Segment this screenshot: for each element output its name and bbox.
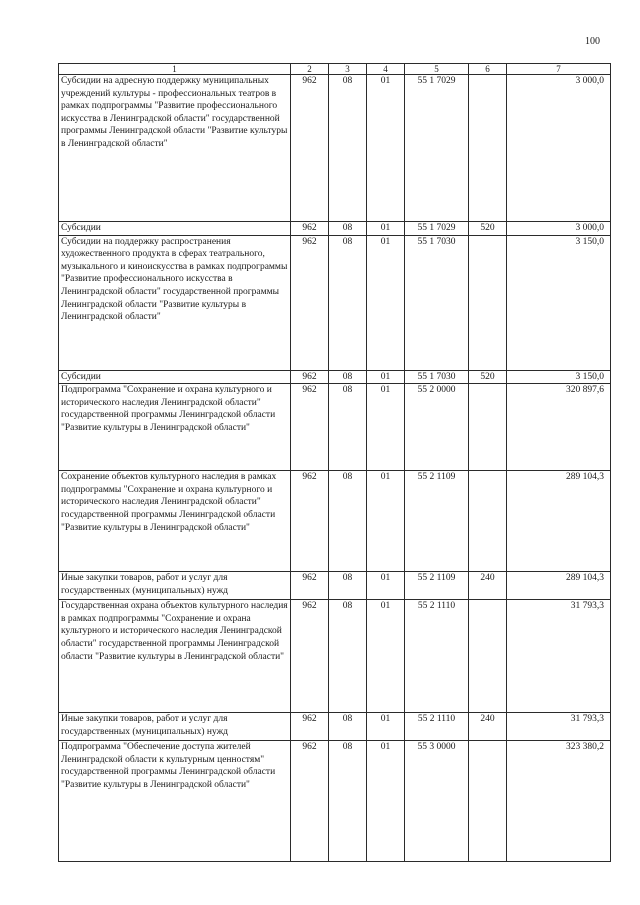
row-subsection: 01 <box>367 75 405 222</box>
row-subsection: 01 <box>367 222 405 236</box>
row-section: 08 <box>329 741 367 862</box>
table-row <box>59 235 611 370</box>
column-header: 1 <box>59 64 291 75</box>
row-grbs: 962 <box>291 75 329 222</box>
table-header-row <box>59 64 611 75</box>
row-section: 08 <box>329 384 367 471</box>
row-target-article: 55 2 1110 <box>405 713 469 741</box>
row-name: Иные закупки товаров, работ и услуг для государственных (муниципальных) нужд <box>59 713 291 741</box>
row-name: Субсидии на поддержку распространения художественного продукта в сферах театрального, музыкального и киноискусства в рамках подпрограммы "Развитие профессионального искусства в Ленинградской области" государственной программы Ленинградской области "Развитие культуры в Ленинградской области" <box>59 235 291 370</box>
table-row <box>59 600 611 713</box>
table-row <box>59 471 611 572</box>
table-row <box>59 741 611 862</box>
row-grbs: 962 <box>291 235 329 370</box>
row-expense-type: 520 <box>469 370 507 384</box>
row-expense-type <box>469 235 507 370</box>
table-row <box>59 75 611 222</box>
row-name: Субсидии на адресную поддержку муниципальных учреждений культуры - профессиональных театров в рамках подпрограммы "Развитие профессионального искусства в Ленинградской области" государственной программы Ленинградской области "Развитие культуры в Ленинградской области" <box>59 75 291 222</box>
row-amount: 289 104,3 <box>507 471 611 572</box>
row-subsection: 01 <box>367 384 405 471</box>
row-name: Иные закупки товаров, работ и услуг для государственных (муниципальных) нужд <box>59 572 291 600</box>
row-amount: 320 897,6 <box>507 384 611 471</box>
row-section: 08 <box>329 75 367 222</box>
row-name: Сохранение объектов культурного наследия в рамках подпрограммы "Сохранение и охрана культурного и исторического наследия Ленинградской области" государственной программы Ленинградской области "Развитие культуры в Ленинградской области" <box>59 471 291 572</box>
row-amount: 31 793,3 <box>507 600 611 713</box>
row-grbs: 962 <box>291 384 329 471</box>
row-target-article: 55 3 0000 <box>405 741 469 862</box>
budget-table <box>58 63 611 862</box>
row-expense-type <box>469 471 507 572</box>
row-target-article: 55 2 1109 <box>405 471 469 572</box>
row-target-article: 55 2 1110 <box>405 600 469 713</box>
row-name: Субсидии <box>59 370 291 384</box>
row-subsection: 01 <box>367 572 405 600</box>
column-header: 6 <box>469 64 507 75</box>
row-section: 08 <box>329 235 367 370</box>
row-subsection: 01 <box>367 235 405 370</box>
column-header: 4 <box>367 64 405 75</box>
row-amount: 31 793,3 <box>507 713 611 741</box>
row-expense-type: 240 <box>469 713 507 741</box>
page-number: 100 <box>585 36 600 47</box>
row-target-article: 55 1 7030 <box>405 370 469 384</box>
row-section: 08 <box>329 572 367 600</box>
row-expense-type <box>469 384 507 471</box>
row-amount: 3 000,0 <box>507 75 611 222</box>
row-expense-type <box>469 600 507 713</box>
row-grbs: 962 <box>291 572 329 600</box>
column-header: 3 <box>329 64 367 75</box>
row-subsection: 01 <box>367 741 405 862</box>
row-grbs: 962 <box>291 600 329 713</box>
row-expense-type <box>469 75 507 222</box>
row-subsection: 01 <box>367 471 405 572</box>
row-name: Субсидии <box>59 222 291 236</box>
table-row <box>59 384 611 471</box>
row-name: Подпрограмма "Обеспечение доступа жителей Ленинградской области к культурным ценностям" государственной программы Ленинградской области "Развитие культуры в Ленинградской области" <box>59 741 291 862</box>
row-amount: 289 104,3 <box>507 572 611 600</box>
row-target-article: 55 1 7030 <box>405 235 469 370</box>
row-subsection: 01 <box>367 600 405 713</box>
table-row <box>59 713 611 741</box>
row-section: 08 <box>329 222 367 236</box>
column-header: 5 <box>405 64 469 75</box>
table-row <box>59 572 611 600</box>
row-expense-type: 520 <box>469 222 507 236</box>
column-header: 2 <box>291 64 329 75</box>
row-target-article: 55 2 0000 <box>405 384 469 471</box>
row-name: Подпрограмма "Сохранение и охрана культурного и исторического наследия Ленинградской области" государственной программы Ленинградской области "Развитие культуры в Ленинградской области" <box>59 384 291 471</box>
row-grbs: 962 <box>291 713 329 741</box>
row-target-article: 55 1 7029 <box>405 75 469 222</box>
row-target-article: 55 1 7029 <box>405 222 469 236</box>
row-amount: 3 150,0 <box>507 235 611 370</box>
row-amount: 323 380,2 <box>507 741 611 862</box>
table-row <box>59 222 611 236</box>
row-amount: 3 150,0 <box>507 370 611 384</box>
row-name: Государственная охрана объектов культурного наследия в рамках подпрограммы "Сохранение и охрана культурного и исторического наследия Ленинградской области" государственной программы Ленинградской области "Развитие культуры в Ленинградской области" <box>59 600 291 713</box>
row-subsection: 01 <box>367 713 405 741</box>
row-section: 08 <box>329 370 367 384</box>
row-grbs: 962 <box>291 471 329 572</box>
row-expense-type: 240 <box>469 572 507 600</box>
row-grbs: 962 <box>291 741 329 862</box>
row-amount: 3 000,0 <box>507 222 611 236</box>
row-grbs: 962 <box>291 370 329 384</box>
row-target-article: 55 2 1109 <box>405 572 469 600</box>
row-section: 08 <box>329 471 367 572</box>
row-grbs: 962 <box>291 222 329 236</box>
column-header: 7 <box>507 64 611 75</box>
row-section: 08 <box>329 713 367 741</box>
row-expense-type <box>469 741 507 862</box>
table-row <box>59 370 611 384</box>
row-subsection: 01 <box>367 370 405 384</box>
row-section: 08 <box>329 600 367 713</box>
